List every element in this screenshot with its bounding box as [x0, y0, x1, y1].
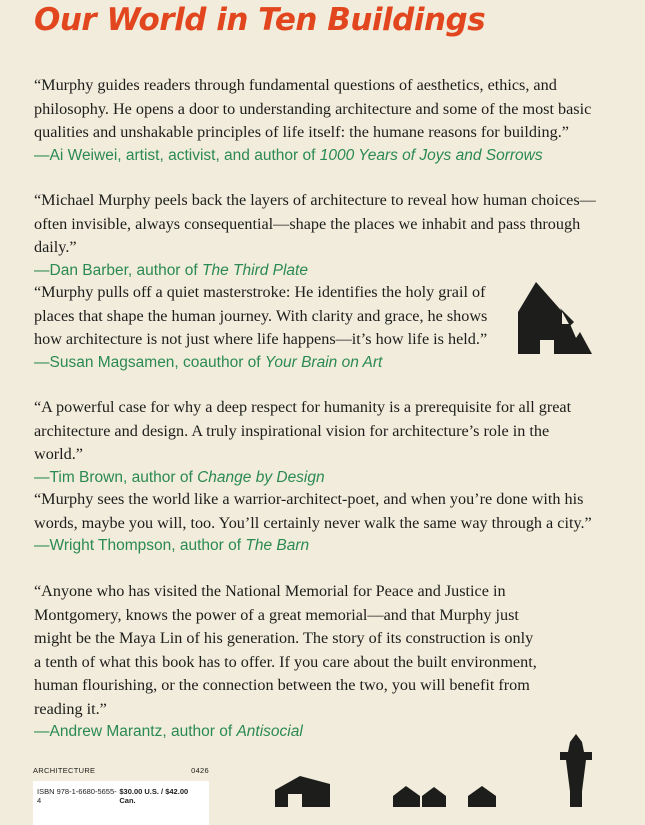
- blurb-attribution: —Andrew Marantz, author of Antisocial: [34, 723, 303, 740]
- blurb-attribution: —Ai Weiwei, artist, activist, and author of 1000 Years of Joys and Sorrows: [34, 146, 543, 164]
- book-title: Antisocial: [236, 723, 303, 740]
- house-icon: [518, 282, 592, 354]
- blurb-quote: “Murphy sees the world like a warrior-architect-poet, and when you’re done with his words, maybe you will, too. You’ll certainly never walk the same way through a city.”: [34, 490, 592, 532]
- blurb-quote: “Murphy guides readers through fundamental questions of aesthetics, ethics, and philosophy. He opens a door to understanding architecture and some of the most basic qualities and unshakable principles of life itself: the humane reasons for building.”: [34, 76, 592, 141]
- building-icon: [275, 776, 330, 807]
- blurb-attribution: —Susan Magsamen, coauthor of Your Brain on Art: [34, 353, 383, 371]
- blurb-attribution: —Wright Thompson, author of The Barn: [34, 537, 310, 554]
- blurb-attribution: —Dan Barber, author of The Third Plate: [34, 261, 308, 279]
- blurb-quote: “Michael Murphy peels back the layers of architecture to reveal how human choices—often invisible, always consequential—shape the places we inhabit and pass through daily.”: [34, 191, 596, 256]
- book-title: The Third Plate: [202, 261, 308, 279]
- blurb-quote: “Anyone who has visited the National Memorial for Peace and Justice in Montgomery, knows the power of a great memorial—and that Murphy just might be the Maya Lin of his generation. The story of its construction is only a tenth of what this book has to offer. If you care about the built environment, human flourishing, or the connection between the two, you will benefit from reading it.”: [34, 582, 537, 718]
- blurb-3: [34, 281, 494, 374]
- book-title: 1000 Years of Joys and Sorrows: [319, 146, 543, 164]
- book-title: The Barn: [245, 537, 310, 554]
- blurb-quote: “A powerful case for why a deep respect for humanity is a prerequisite for all great architecture and design. A truly inspirational vision for architecture’s role in the world.”: [34, 398, 572, 463]
- blurb-1: [34, 74, 614, 167]
- blurb-2: [34, 189, 620, 282]
- blurb-attribution: —Tim Brown, author of Change by Design: [34, 468, 325, 486]
- tower-icon: [560, 734, 592, 807]
- book-title: Change by Design: [197, 468, 325, 486]
- skyline-illustration: [270, 720, 645, 807]
- price-label: [33, 764, 209, 825]
- blurb-4: [34, 396, 594, 489]
- blurb-quote: “Murphy pulls off a quiet masterstroke: He identifies the holy grail of places that shape the human journey. With clarity and grace, he shows how architecture is not just where life happens—it’s how life is held.”: [34, 283, 488, 348]
- blurb-6: [34, 580, 539, 743]
- category-code: 0426: [191, 766, 209, 775]
- category-label: ARCHITECTURE: [33, 766, 96, 775]
- book-title: Your Brain on Art: [264, 353, 383, 371]
- isbn: ISBN 978-1-6680-5655-4: [37, 787, 117, 805]
- page-title: Our World in Ten Buildings: [34, 2, 486, 38]
- houses-icon: [393, 786, 496, 807]
- price: $30.00 U.S. / $42.00 Can.: [119, 787, 189, 805]
- blurb-5: [34, 488, 594, 557]
